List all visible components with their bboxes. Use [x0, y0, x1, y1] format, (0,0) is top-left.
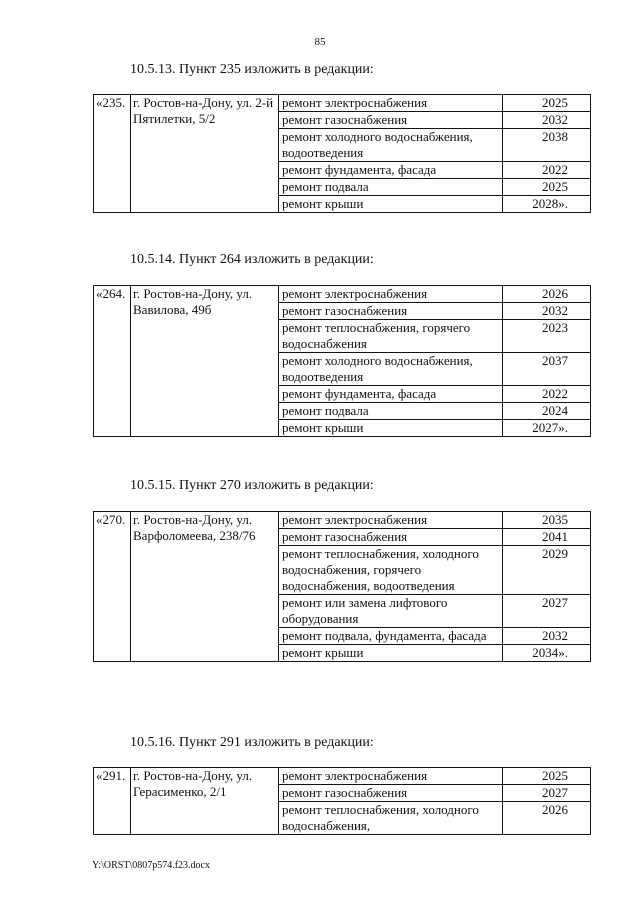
work-year: 2035 — [503, 512, 591, 529]
work-year: 2027 — [503, 785, 591, 802]
work-year: 2027 — [503, 595, 591, 628]
work-year: 2032 — [503, 303, 591, 320]
amendment-table — [93, 285, 591, 437]
work-year: 2022 — [503, 386, 591, 403]
work-year: 2027». — [503, 420, 591, 437]
work-type: ремонт крыши — [279, 196, 503, 213]
work-type: ремонт фундамента, фасада — [279, 386, 503, 403]
work-year: 2032 — [503, 112, 591, 129]
work-year: 2038 — [503, 129, 591, 162]
work-type: ремонт холодного водоснабжения, водоотведения — [279, 353, 503, 386]
work-type: ремонт газоснабжения — [279, 112, 503, 129]
work-year: 2023 — [503, 320, 591, 353]
work-year: 2034». — [503, 645, 591, 662]
work-year: 2041 — [503, 529, 591, 546]
work-type: ремонт теплоснабжения, холодного водоснабжения, горячего водоснабжения, водоотведения — [279, 546, 503, 595]
table-row — [94, 768, 591, 785]
work-year: 2037 — [503, 353, 591, 386]
work-year: 2026 — [503, 286, 591, 303]
work-type: ремонт газоснабжения — [279, 785, 503, 802]
work-type: ремонт подвала, фундамента, фасада — [279, 628, 503, 645]
work-year: 2032 — [503, 628, 591, 645]
work-year: 2025 — [503, 95, 591, 112]
work-type: ремонт крыши — [279, 420, 503, 437]
file-path-footer: Y:\ORST\0807p574.f23.docx — [92, 860, 210, 871]
amendment-table — [93, 511, 591, 662]
item-number: «291. — [94, 768, 131, 835]
work-type: ремонт электроснабжения — [279, 768, 503, 785]
item-number: «264. — [94, 286, 131, 437]
work-type: ремонт электроснабжения — [279, 512, 503, 529]
section-heading: 10.5.14. Пункт 264 изложить в редакции: — [130, 252, 374, 267]
work-year: 2024 — [503, 403, 591, 420]
work-year: 2029 — [503, 546, 591, 595]
amendment-table — [93, 767, 591, 835]
item-number: «235. — [94, 95, 131, 213]
work-year: 2022 — [503, 162, 591, 179]
table-row — [94, 286, 591, 303]
work-type: ремонт подвала — [279, 179, 503, 196]
table-row — [94, 512, 591, 529]
work-type: ремонт или замена лифтового оборудования — [279, 595, 503, 628]
amendment-table — [93, 94, 591, 213]
work-year: 2025 — [503, 179, 591, 196]
section-heading: 10.5.16. Пункт 291 изложить в редакции: — [130, 735, 374, 750]
work-type: ремонт теплоснабжения, холодного водоснабжения, — [279, 802, 503, 835]
work-type: ремонт крыши — [279, 645, 503, 662]
work-type: ремонт холодного водоснабжения, водоотведения — [279, 129, 503, 162]
item-address: г. Ростов-на-Дону, ул. Герасименко, 2/1 — [131, 768, 279, 835]
section-heading: 10.5.13. Пункт 235 изложить в редакции: — [130, 62, 374, 77]
work-type: ремонт фундамента, фасада — [279, 162, 503, 179]
section-heading: 10.5.15. Пункт 270 изложить в редакции: — [130, 478, 374, 493]
item-number: «270. — [94, 512, 131, 662]
item-address: г. Ростов-на-Дону, ул. 2-й Пятилетки, 5/2 — [131, 95, 279, 213]
work-year: 2028». — [503, 196, 591, 213]
work-type: ремонт электроснабжения — [279, 95, 503, 112]
work-type: ремонт газоснабжения — [279, 529, 503, 546]
work-type: ремонт электроснабжения — [279, 286, 503, 303]
work-type: ремонт газоснабжения — [279, 303, 503, 320]
work-year: 2026 — [503, 802, 591, 835]
item-address: г. Ростов-на-Дону, ул. Вавилова, 49б — [131, 286, 279, 437]
work-year: 2025 — [503, 768, 591, 785]
table-row — [94, 95, 591, 112]
work-type: ремонт теплоснабжения, горячего водоснабжения — [279, 320, 503, 353]
page-number: 85 — [314, 36, 326, 48]
item-address: г. Ростов-на-Дону, ул. Варфоломеева, 238/76 — [131, 512, 279, 662]
work-type: ремонт подвала — [279, 403, 503, 420]
